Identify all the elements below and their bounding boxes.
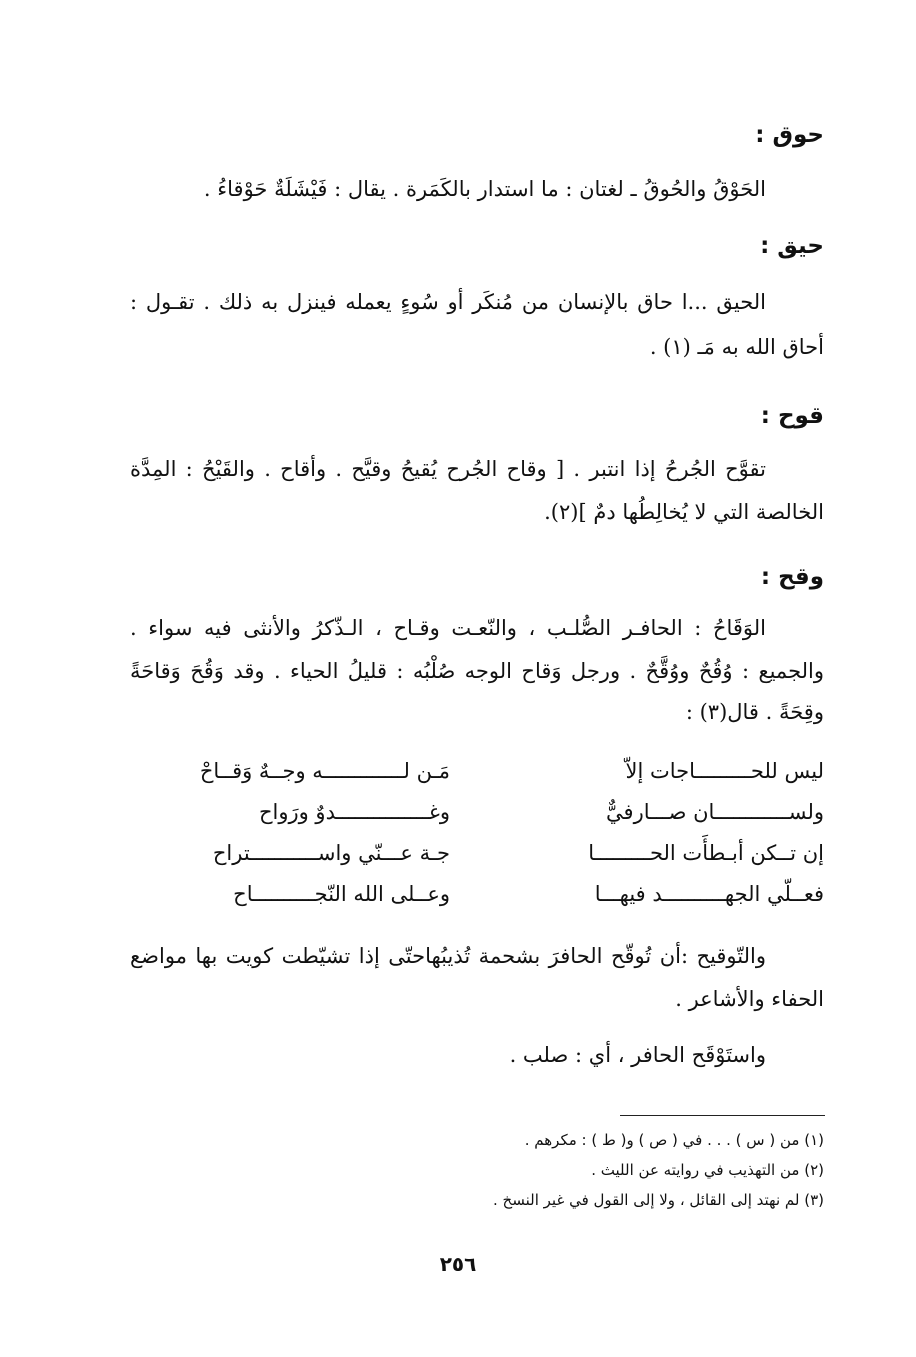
entry-text-line: الوَقَاحُ : الحافـر الصُّلـب ، والنّعـت وقـاح ، الـذّكرُ والأنثى فيه سواء .: [130, 616, 766, 640]
entry-heading-waqh: وقح :: [760, 564, 824, 590]
entry-text-line: والجميع : وُقُحٌ ووُقَّحٌ . ورجل وَقاح الوجه صُلْبُه : قليلُ الحياء . وقد وَقُحَ وَقاحَةً: [130, 659, 824, 683]
verse-hemistich: إن تــكن أبـطأَت الحـــــــــا: [588, 841, 824, 865]
entry-text-line: واستَوْقَح الحافر ، أي : صلب .: [509, 1043, 766, 1067]
entry-text-line: والتّوقيح :أن تُوقّح الحافرَ بشحمة تُذيبُهاحتّى إذا تشيّطت كويت بها مواضع: [130, 944, 766, 968]
verse-hemistich: وغـــــــــــــــدوٌ ورَواح: [258, 800, 450, 824]
entry-text-line: الحفاء والأشاعر .: [675, 987, 824, 1011]
footnote: (٢) من التهذيب في روايته عن الليث .: [591, 1161, 824, 1179]
entry-heading-hayq: حيق :: [760, 233, 824, 259]
page-number: ٢٥٦: [439, 1252, 477, 1276]
entry-text-line: الحَوْقُ والحُوقُ ـ لغتان : ما استدار بالكَمَرة . يقال : فَيْشَلَةٌ حَوْقاءُ .: [203, 177, 766, 201]
verse-hemistich: جـة عـــنّي واســـــــــــتراح: [212, 841, 450, 865]
verse-hemistich: ليس للحـــــــــاجات إلاّ: [625, 759, 824, 783]
verse-hemistich: ولســــــــــــان صـــارفيٌّ: [606, 800, 824, 824]
entry-text-line: الحيق ...ا حاق بالإنسان من مُنكَر أو سُوءٍ يعمله فينزل به ذلك . تقـول :: [130, 290, 766, 314]
verse-hemistich: فعــلّي الجهــــــــــد فيهـــا: [594, 882, 824, 906]
footnote: (١) من ( س ) . . . في ( ص ) و( ط ) : مكرهم .: [524, 1131, 824, 1149]
verse-hemistich: مَـن لـــــــــــــه وجــهٌ وَقــاحْ: [199, 759, 450, 783]
entry-text-line: الخالصة التي لا يُخالِطُها دمٌ ](٢).: [544, 500, 824, 524]
entry-heading-hawq: حوق :: [755, 122, 824, 148]
entry-text-line: وقِحَةً . قال(٣) :: [685, 700, 824, 724]
footnote: (٣) لم نهتد إلى القائل ، ولا إلى القول في غير النسخ .: [493, 1191, 824, 1209]
entry-text-line: تقوَّح الجُرحُ إذا انتبر . [ وقاح الجُرح يُقيحُ وقيَّح . وأقاح . والقَيْحُ : المِدَّة: [130, 457, 766, 481]
footnote-separator: [620, 1115, 825, 1116]
entry-heading-qawh: قوح :: [760, 403, 824, 429]
verse-hemistich: وعــلى الله النّجــــــــــاح: [233, 882, 450, 906]
entry-text-line: أحاق الله به مَـ (١) .: [649, 335, 824, 359]
